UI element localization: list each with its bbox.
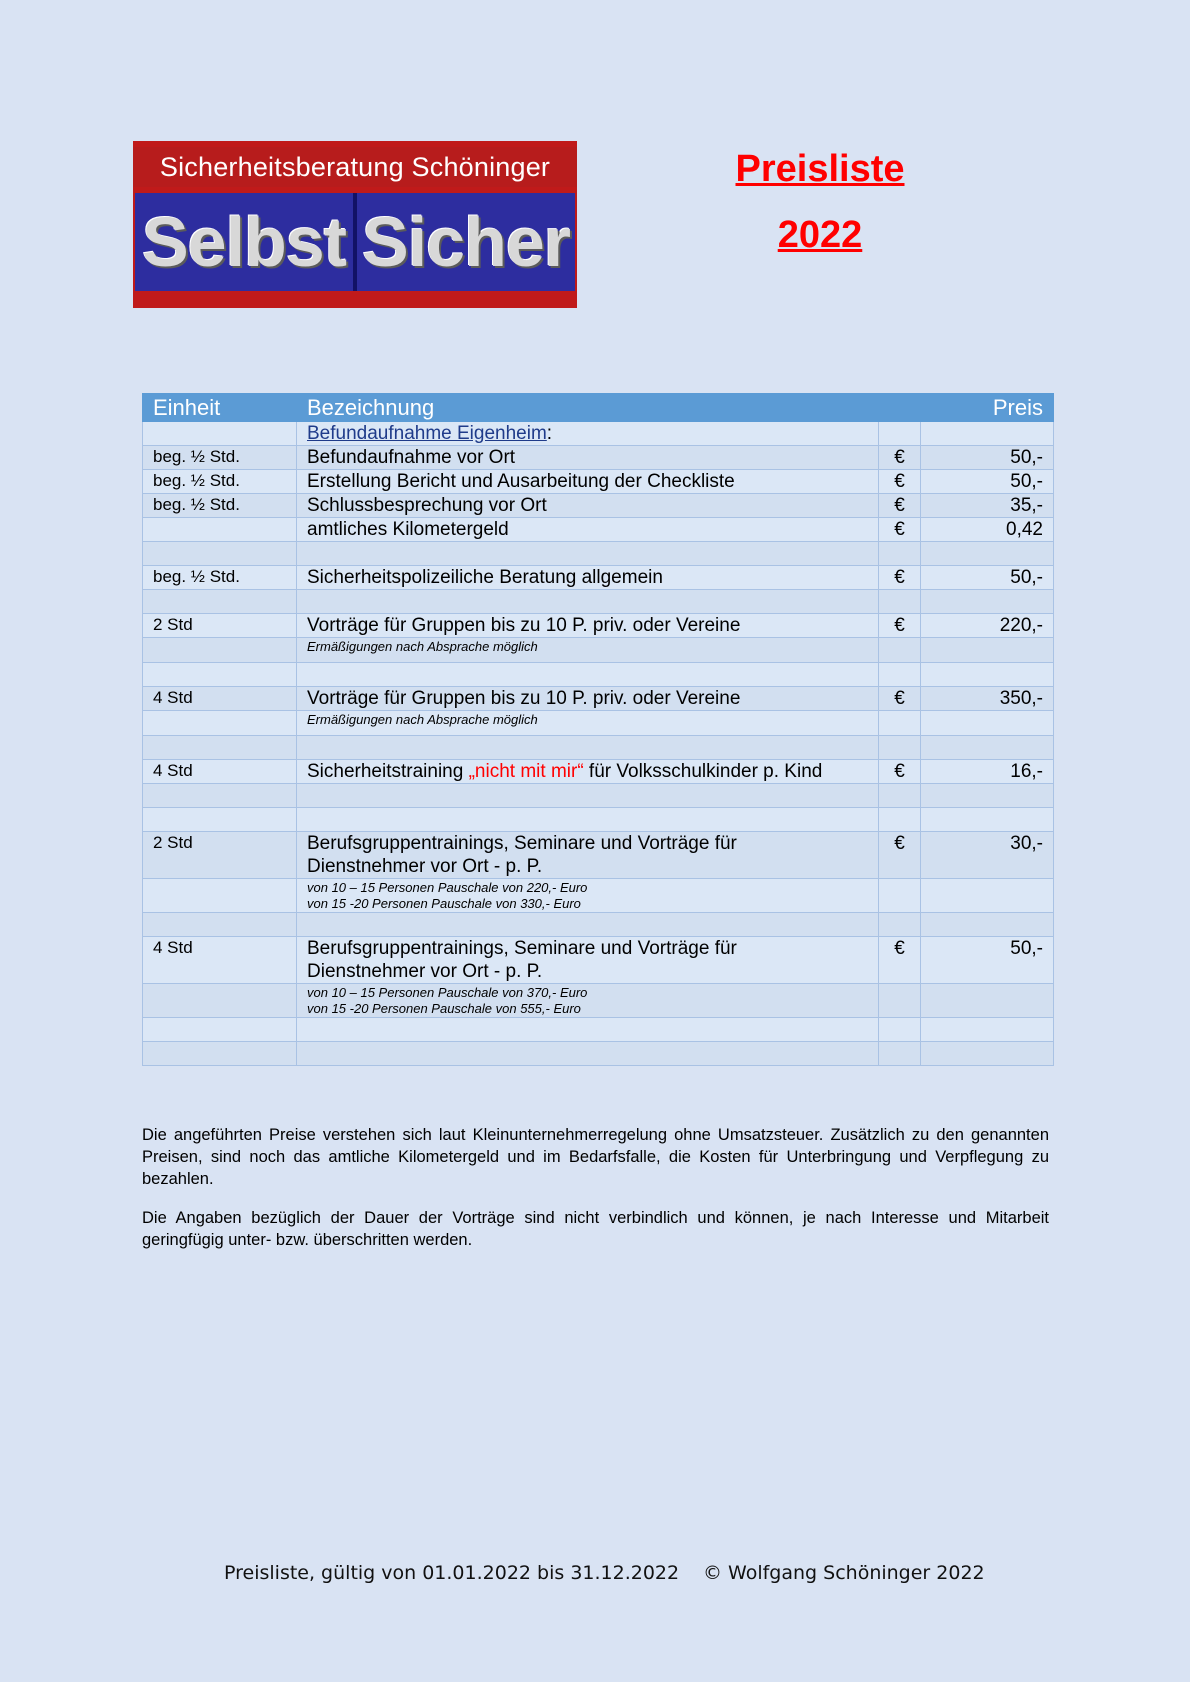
header-currency [879,394,921,422]
highlight-program-name: „nicht mit mir“ [468,761,584,782]
logo-company-name: Sicherheitsberatung Schöninger [133,147,577,187]
table-row [143,760,1054,784]
note-paragraph-vat: Die angeführten Preise verstehen sich laut Kleinunternehmerregelung ohne Umsatzsteuer. Zusätzlich zu den genannten Preisen, sind noch das amtliche Kilometergeld und im Bedarfsfalle, die Kosten für Unterbringung und Verpflegung zu bezahlen. [142,1126,1049,1188]
table-row-note [143,984,1054,1018]
footer-validity: Preisliste, gültig von 01.01.2022 bis 31.12.2022 [224,1562,680,1584]
header-unit: Einheit [143,394,297,422]
row-currency: € [879,937,921,984]
row-description: Befundaufnahme vor Ort [297,446,879,470]
table-row [143,832,1054,879]
note-paragraph-duration: Die Angaben bezüglich der Dauer der Vorträge sind nicht verbindlich und können, je nach Interesse und Mitarbeit geringfügig unter- bzw. überschritten werden. [142,1209,1049,1249]
footer-copyright: © Wolfgang Schöninger 2022 [703,1562,985,1584]
row-note: von 10 – 15 Personen Pauschale von 370,- Euro von 15 -20 Personen Pauschale von 555,- Euro [297,984,879,1018]
table-row-note [143,638,1054,663]
logo-word-selbst: Selbst [141,203,347,281]
header-price: Preis [921,394,1054,422]
table-row-empty [143,913,1054,937]
page-title [700,136,940,268]
table-row-note [143,879,1054,913]
title-line-2: 2022 [777,214,863,256]
table-row-empty [143,1042,1054,1066]
table-row-empty [143,808,1054,832]
row-note: Ermäßigungen nach Absprache möglich [297,638,879,663]
table-row [143,937,1054,984]
row-description: Sicherheitspolizeiliche Beratung allgemein [297,566,879,590]
row-unit: beg. ½ Std. [143,470,297,494]
table-row [143,566,1054,590]
row-description: Berufsgruppentrainings, Seminare und Vorträge für Dienstnehmer vor Ort - p. P. [297,937,879,984]
logo-stripe [133,298,577,306]
row-unit: 2 Std [143,832,297,879]
row-description: Berufsgruppentrainings, Seminare und Vorträge für Dienstnehmer vor Ort - p. P. [297,832,879,879]
row-currency: € [879,446,921,470]
row-price: 50,- [921,470,1054,494]
row-price: 50,- [921,446,1054,470]
row-note: von 10 – 15 Personen Pauschale von 220,- Euro von 15 -20 Personen Pauschale von 330,- Euro [297,879,879,913]
row-currency: € [879,494,921,518]
row-currency: € [879,614,921,638]
table-row-empty [143,542,1054,566]
row-price: 16,- [921,760,1054,784]
table-row-empty [143,590,1054,614]
table-row [143,614,1054,638]
row-currency: € [879,518,921,542]
logo-wordmark [135,193,575,291]
row-description: Schlussbesprechung vor Ort [297,494,879,518]
row-price: 0,42 [921,518,1054,542]
row-currency: € [879,760,921,784]
company-logo [133,141,577,308]
row-description: Vorträge für Gruppen bis zu 10 P. priv. oder Vereine [297,614,879,638]
price-table [142,393,1054,1066]
table-row-empty [143,1018,1054,1042]
table-row [143,518,1054,542]
row-currency: € [879,687,921,711]
row-description: Sicherheitstraining „nicht mit mir“ für Volksschulkinder p. Kind [297,760,879,784]
row-description: Erstellung Bericht und Ausarbeitung der Checkliste [297,470,879,494]
row-unit: beg. ½ Std. [143,446,297,470]
table-row-note [143,711,1054,736]
table-row [143,446,1054,470]
row-unit: beg. ½ Std. [143,494,297,518]
row-price: 50,- [921,937,1054,984]
table-row [143,687,1054,711]
table-row [143,470,1054,494]
row-price: 30,- [921,832,1054,879]
row-unit: 4 Std [143,760,297,784]
row-currency: € [879,470,921,494]
title-line-1: Preisliste [735,148,905,190]
row-currency: € [879,566,921,590]
section-title-link[interactable]: Befundaufnahme Eigenheim [307,423,547,444]
table-row [143,422,1054,446]
row-price: 35,- [921,494,1054,518]
table-row [143,494,1054,518]
table-header-row [143,394,1054,422]
section-title: Befundaufnahme Eigenheim: [297,422,879,446]
row-price: 350,- [921,687,1054,711]
row-unit: 2 Std [143,614,297,638]
row-unit [143,518,297,542]
row-price: 50,- [921,566,1054,590]
row-unit: 4 Std [143,937,297,984]
row-unit: beg. ½ Std. [143,566,297,590]
row-price: 220,- [921,614,1054,638]
logo-word-sicher: Sicher [362,203,570,281]
table-row-empty [143,663,1054,687]
header-description: Bezeichnung [297,394,879,422]
row-currency: € [879,832,921,879]
table-row-empty [143,736,1054,760]
row-unit: 4 Std [143,687,297,711]
row-description: amtliches Kilometergeld [297,518,879,542]
table-row-empty [143,784,1054,808]
row-description: Vorträge für Gruppen bis zu 10 P. priv. oder Vereine [297,687,879,711]
row-note: Ermäßigungen nach Absprache möglich [297,711,879,736]
